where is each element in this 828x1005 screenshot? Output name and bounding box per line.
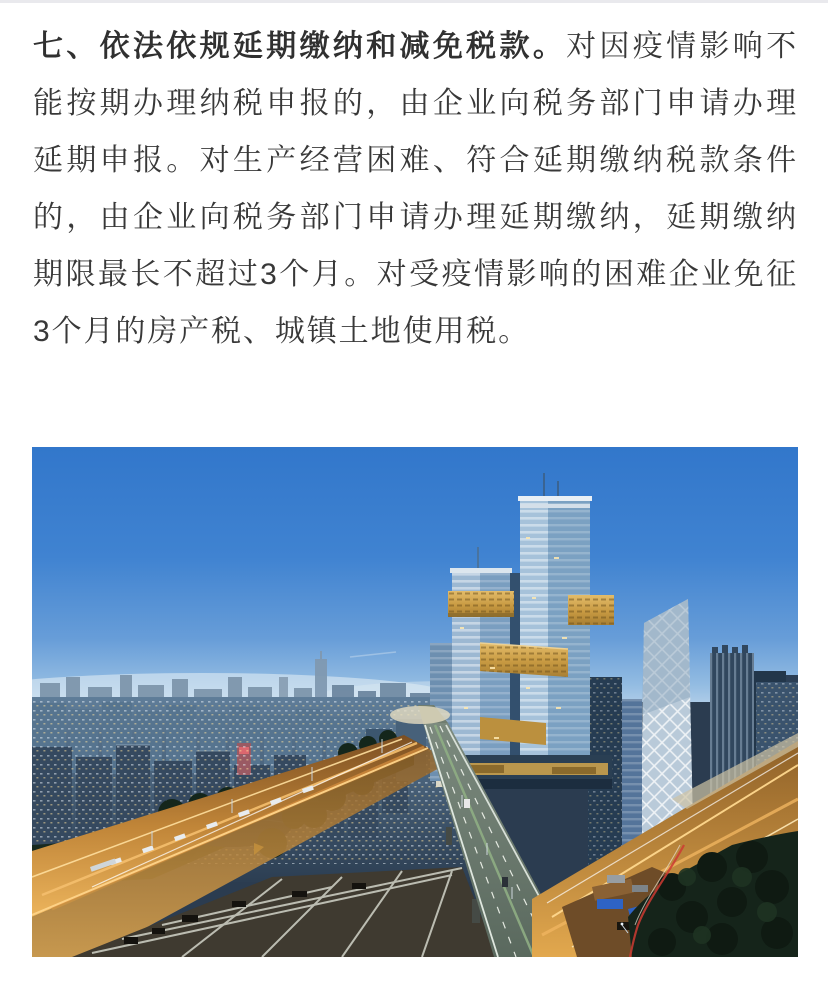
article-content: [0, 3, 828, 957]
paragraph-lead-bold: 七、依法依规延期缴纳和减免税款。: [33, 30, 567, 63]
blue-tarp: [597, 899, 623, 909]
city-photo: [32, 447, 798, 957]
paragraph-body-text: 对因疫情影响不能按期办理纳税申报的，由企业向税务部门申请办理延期申报。对生产经营困难、符合延期缴纳税款条件的，由企业向税务部门申请办理延期缴纳，延期缴纳期限最长不超过3个月。对受疫情影响的困难企业免征3个月的房产税、城镇土地使用税。: [33, 30, 798, 348]
city-photo-canvas: [32, 447, 798, 957]
article-paragraph: [33, 18, 798, 360]
